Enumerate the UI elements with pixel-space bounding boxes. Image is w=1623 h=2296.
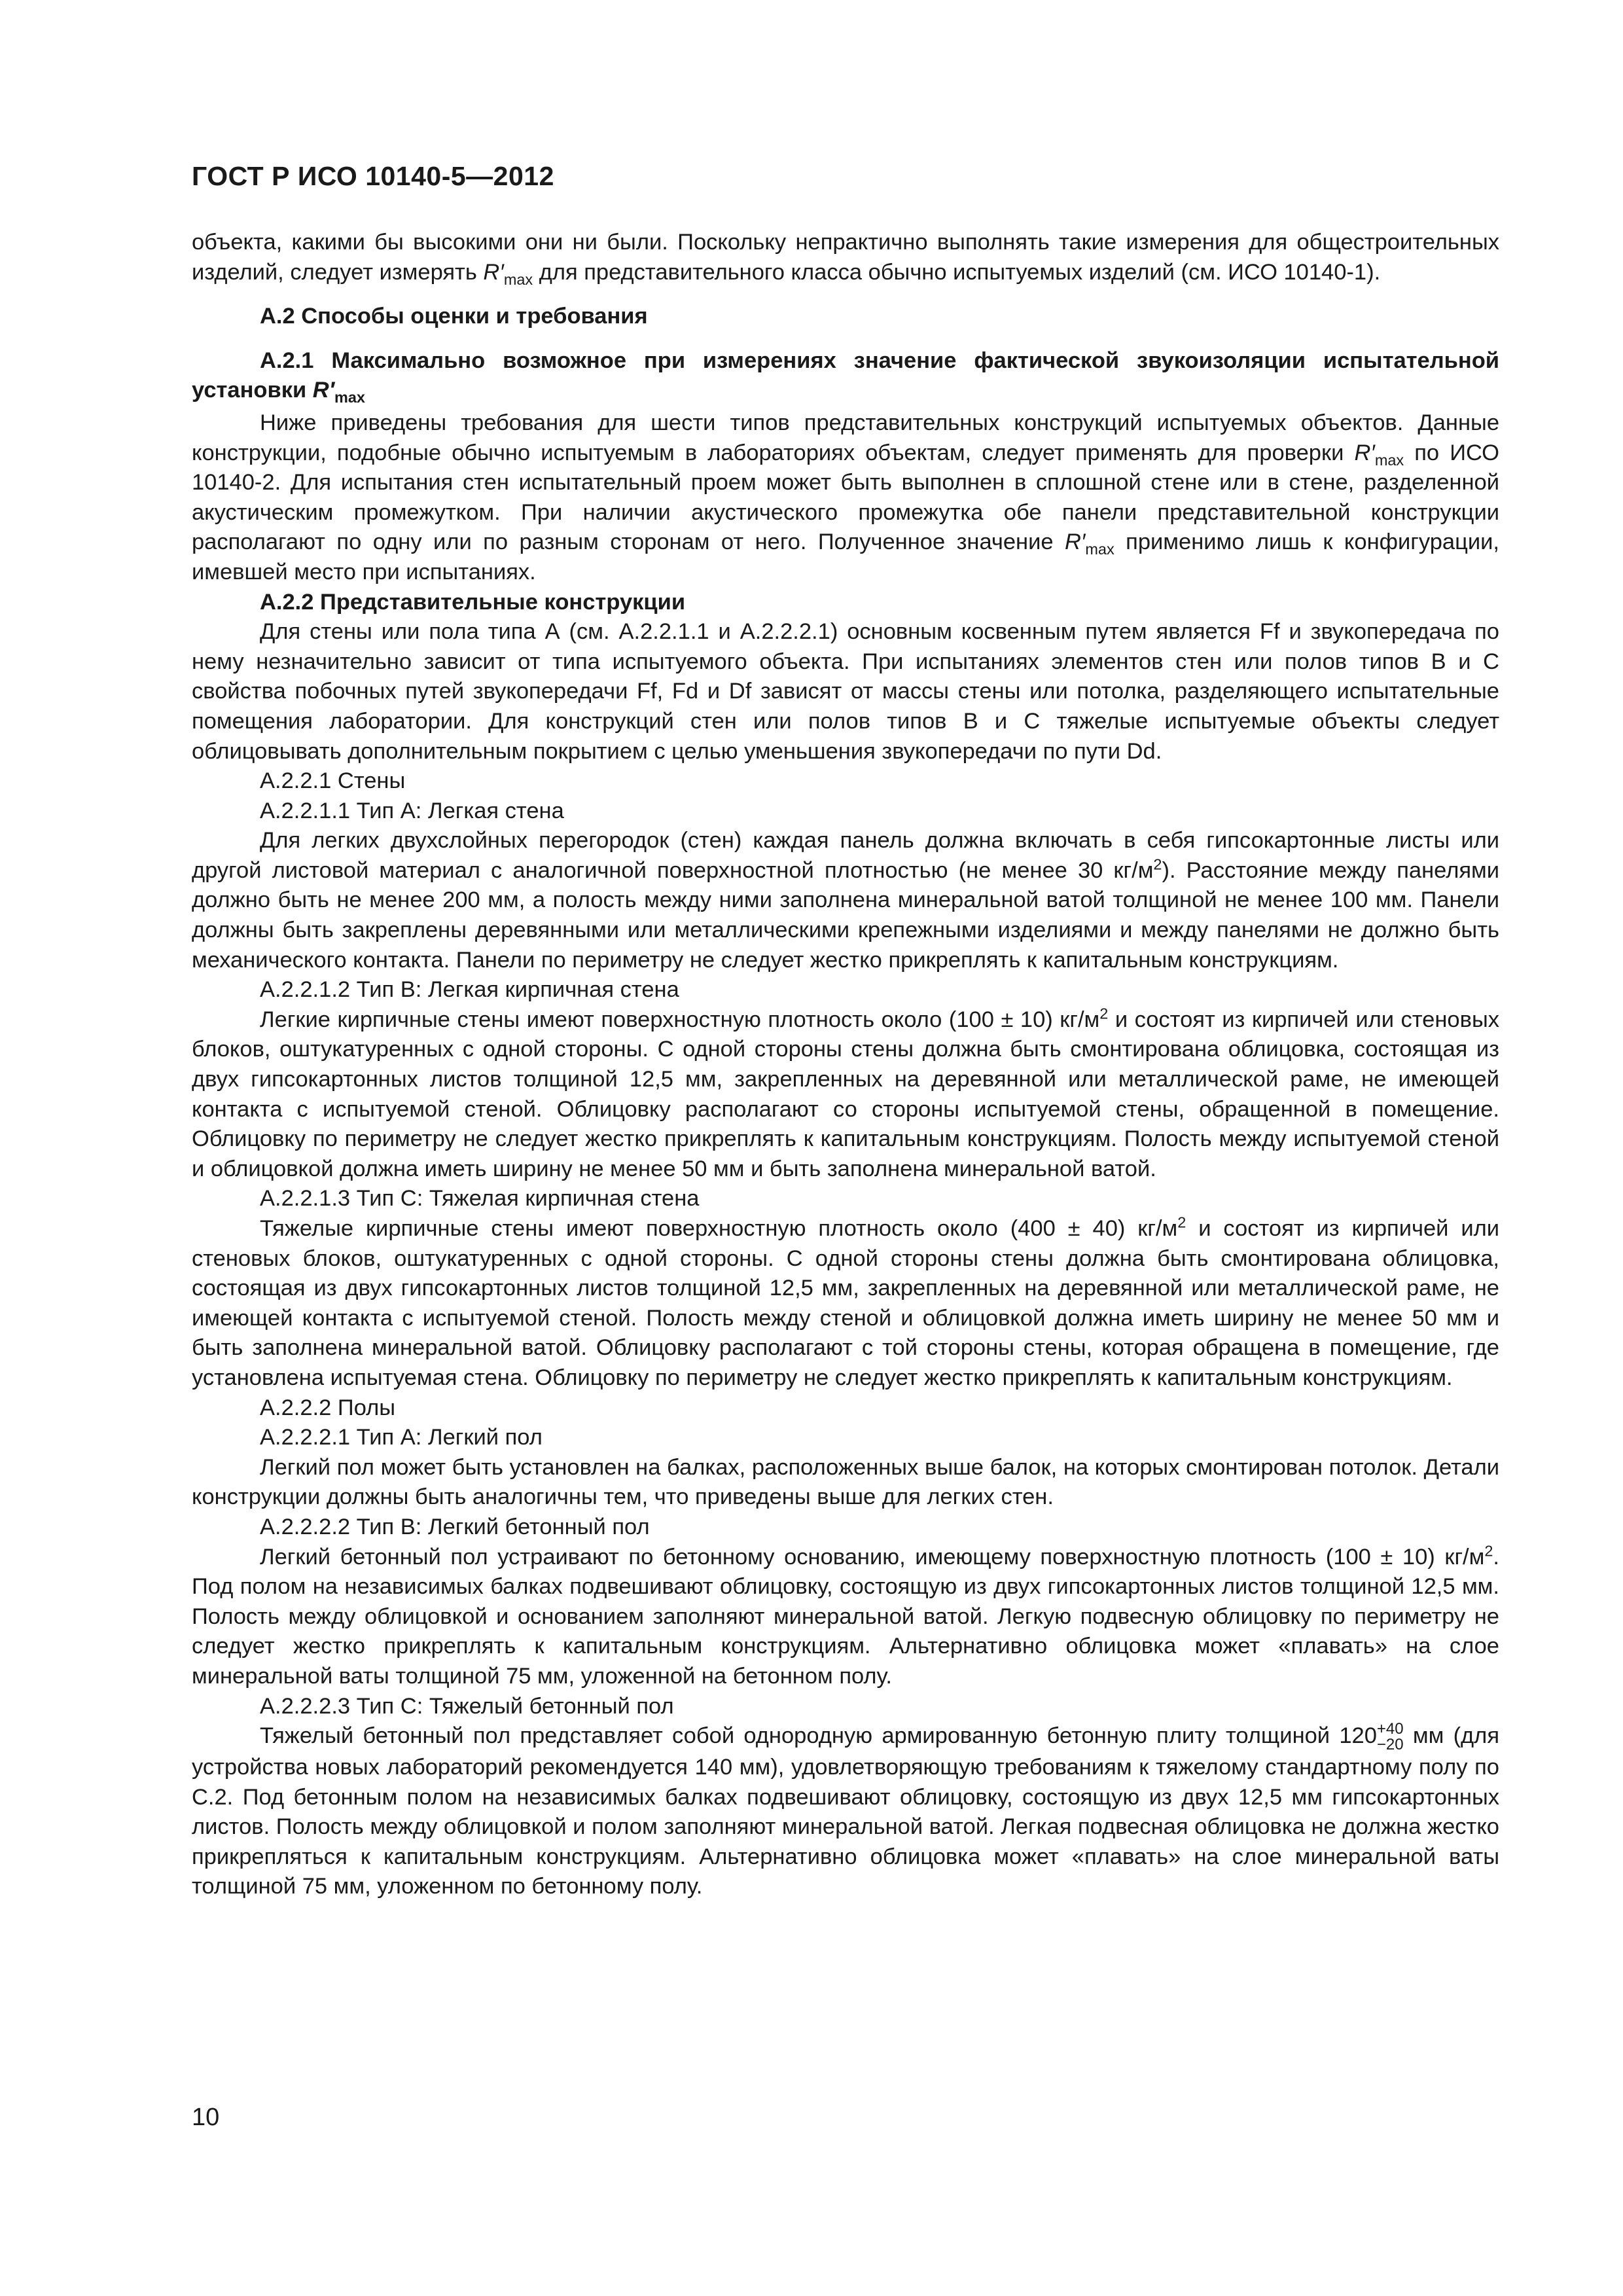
subsection-type-b-floor: А.2.2.2.2 Тип В: Легкий бетонный пол bbox=[260, 1514, 650, 1539]
text-run: ). Расстояние между панелями должно быть не менее 200 мм, а полость между ними заполнена минеральной ватой толщиной не менее 100 мм. Панели должны быть закреплены деревянными или металлическими крепежными изделиями и между панелями не должно быть механического контакта. Панели по периметру не следует жестко прикреплять к капитальным конструкциям. bbox=[192, 857, 1499, 973]
text-run: и состоят из кирпичей или стеновых блоков, оштукатуренных с одной стороны. С одной стороны стены должна быть смонтирована облицовка, состоящая из двух гипсокартонных листов толщиной 12,5 мм, закрепленных на деревянной или металлической раме, не имеющей контакта с испытуемой стеной. Облицовку располагают со стороны испытуемой стены, обращенной в помещение. Облицовку по периметру не следует жестко прикреплять к капитальным конструкциям. Полость между испытуемой стеной и облицовкой должна иметь ширину не менее 50 мм и быть заполнена минеральной ватой. bbox=[192, 1007, 1499, 1181]
text-run: мм (для устройства новых лабораторий рекомендуется 140 мм), удовлетворяющую требованиям к тяжелому стандартному полу по С.2. Под бетонным полом на независимых балках подвешивают облицовку, состоящую из двух 12,5 мм гипсокартонных листов. Полость между облицовкой и полом заполняют минеральной ватой. Легкая подвесная облицовка не должна жестко прикрепляться к капитальным конструкциям. Альтернативно облицовка может «плавать» на слое минеральной ваты толщиной 75 мм, уложенном по бетонному полу. bbox=[192, 1723, 1499, 1899]
paragraph-requirements bbox=[192, 408, 1499, 588]
subsection-type-c-floor: А.2.2.2.3 Тип С: Тяжелый бетонный пол bbox=[260, 1693, 674, 1719]
symbol-base: R′ bbox=[483, 259, 504, 285]
text-run: для представительного класса обычно испытуемых изделий (см. ИСО 10140-1). bbox=[533, 259, 1381, 285]
subsection-type-a-floor: А.2.2.2.1 Тип А: Легкий пол bbox=[260, 1425, 543, 1450]
superscript: 2 bbox=[1484, 1542, 1493, 1560]
symbol-base: R′ bbox=[1065, 529, 1086, 555]
document-header: ГОСТ Р ИСО 10140-5—2012 bbox=[192, 161, 554, 191]
text-run: Тяжелый бетонный пол представляет собой однородную армированную бетонную плиту толщиной 120 bbox=[260, 1723, 1377, 1749]
paragraph-light-brick-wall bbox=[192, 1005, 1499, 1185]
document-body bbox=[192, 228, 1499, 1902]
paragraph-flanking-paths: Для стены или пола типа А (см. А.2.2.1.1 и А.2.2.2.1) основным косвенным путем является Ff и звукопередача по нему незначительно зависит от типа испытуемого объекта. При испытаниях элементов стен или полов типов В и С свойства побочных путей звукопередачи Ff, Fd и Df зависят от массы стены или потолка, разделяющего испытательные помещения лаборатории. Для конструкций стен или полов типов В и С тяжелые испытуемые объекты следует облицовывать дополнительным покрытием с целью уменьшения звукопередачи по пути Dd. bbox=[192, 619, 1499, 764]
text-run: применимо лишь к конфигурации, имевшей место при испытаниях. bbox=[192, 529, 1499, 584]
heading-text: А.2.1 Максимально возможное при измерениях значение фактической звукоизоляции испытательной установки bbox=[192, 348, 1499, 403]
subsection-walls: А.2.2.1 Стены bbox=[260, 768, 406, 794]
section-heading-a22: А.2.2 Представительные конструкции bbox=[260, 589, 686, 615]
symbol-subscript: max bbox=[503, 270, 533, 288]
tolerance-minus: −20 bbox=[1376, 1736, 1404, 1754]
text-run: по ИСО 10140-2. Для испытания стен испытательный проем может быть выполнен в сплошной стене или в стене, разделенной акустическим промежутком. При наличии акустического промежутка обе панели представительной конструкции располагают по одну или по разным сторонам от него. Полученное значение bbox=[192, 440, 1499, 555]
superscript: 2 bbox=[1099, 1005, 1109, 1022]
paragraph-light-concrete-floor bbox=[192, 1543, 1499, 1692]
text-run: и состоят из кирпичей или стеновых блоков, оштукатуренных с одной стороны. С одной стороны стены должна быть смонтирована облицовка, состоящая из двух гипсокартонных листов толщиной 12,5 мм, закрепленных на деревянной или металлической раме, не имеющей контакта с испытуемой стеной. Полость между стеной и облицовкой должна иметь ширину не менее 50 мм и быть заполнена минеральной ватой. Облицовку располагают с той стороны стены, которая обращена в помещение, где установлена испытуемая стена. Облицовку по периметру не следует жестко прикреплять к капитальным конструкциям. bbox=[192, 1216, 1499, 1390]
symbol-subscript: max bbox=[334, 389, 365, 406]
paragraph-continuation bbox=[192, 228, 1499, 287]
subsection-floors: А.2.2.2 Полы bbox=[260, 1395, 396, 1420]
text-run: Легкий бетонный пол устраивают по бетонному основанию, имеющему поверхностную плотность (100 ± 10) кг/м bbox=[260, 1544, 1485, 1570]
symbol-base: R′ bbox=[1354, 440, 1375, 465]
thickness-tolerance bbox=[1377, 1721, 1404, 1753]
subsection-type-c-wall: А.2.2.1.3 Тип С: Тяжелая кирпичная стена bbox=[260, 1186, 700, 1211]
superscript: 2 bbox=[1177, 1213, 1186, 1231]
r-max-symbol bbox=[483, 259, 533, 288]
r-max-symbol bbox=[1354, 440, 1404, 469]
symbol-subscript: max bbox=[1085, 541, 1115, 558]
subsection-type-a-wall: А.2.2.1.1 Тип А: Легкая стена bbox=[260, 798, 564, 823]
paragraph-light-wall bbox=[192, 826, 1499, 975]
text-run: Ниже приведены требования для шести типов представительных конструкций испытуемых объектов. Данные конструкции, подобные обычно испытуемым в лабораториях объектам, следует применять для проверки bbox=[192, 410, 1499, 465]
text-run: Легкие кирпичные стены имеют поверхностную плотность около (100 ± 10) кг/м bbox=[260, 1007, 1100, 1032]
text-run: Для легких двухслойных перегородок (стен) каждая панель должна включать в себя гипсокартонные листы или другой листовой материал с аналогичной поверхностной плотностью (не менее 30 кг/м bbox=[192, 828, 1499, 883]
symbol-base: R′ bbox=[312, 378, 334, 403]
paragraph-heavy-concrete-floor bbox=[192, 1721, 1499, 1902]
text-run: . Под полом на независимых балках подвешивают облицовку, состоящую из двух гипсокартонных листов толщиной 12,5 мм. Полость между облицовкой и основанием заполняют минеральной ватой. Легкую подвесную облицовку по периметру не следует жестко прикреплять к капитальным конструкциям. Альтернативно облицовка может «плавать» на слое минеральной ваты толщиной 75 мм, уложенной на бетонном полу. bbox=[192, 1544, 1499, 1689]
text-run: Тяжелые кирпичные стены имеют поверхностную плотность около (400 ± 40) кг/м bbox=[260, 1216, 1178, 1241]
superscript: 2 bbox=[1153, 855, 1162, 873]
paragraph-heavy-brick-wall bbox=[192, 1214, 1499, 1393]
section-heading-a21 bbox=[192, 346, 1499, 406]
r-max-symbol bbox=[1065, 529, 1115, 558]
tolerance-plus: +40 bbox=[1376, 1720, 1404, 1738]
text-run: объекта, какими бы высокими они ни были. Поскольку непрактично выполнять такие измерения для общестроительных изделий, следует измерять bbox=[192, 230, 1499, 285]
subsection-type-b-wall: А.2.2.1.2 Тип В: Легкая кирпичная стена bbox=[260, 977, 679, 1003]
paragraph-light-floor: Легкий пол может быть установлен на балках, расположенных выше балок, на которых смонтирован потолок. Детали конструкции должны быть аналогичны тем, что приведены выше для легких стен. bbox=[192, 1454, 1499, 1510]
section-heading-a2: А.2 Способы оценки и требования bbox=[260, 304, 648, 329]
symbol-subscript: max bbox=[1374, 451, 1404, 469]
page-number: 10 bbox=[192, 2104, 220, 2131]
r-max-symbol bbox=[312, 378, 365, 406]
